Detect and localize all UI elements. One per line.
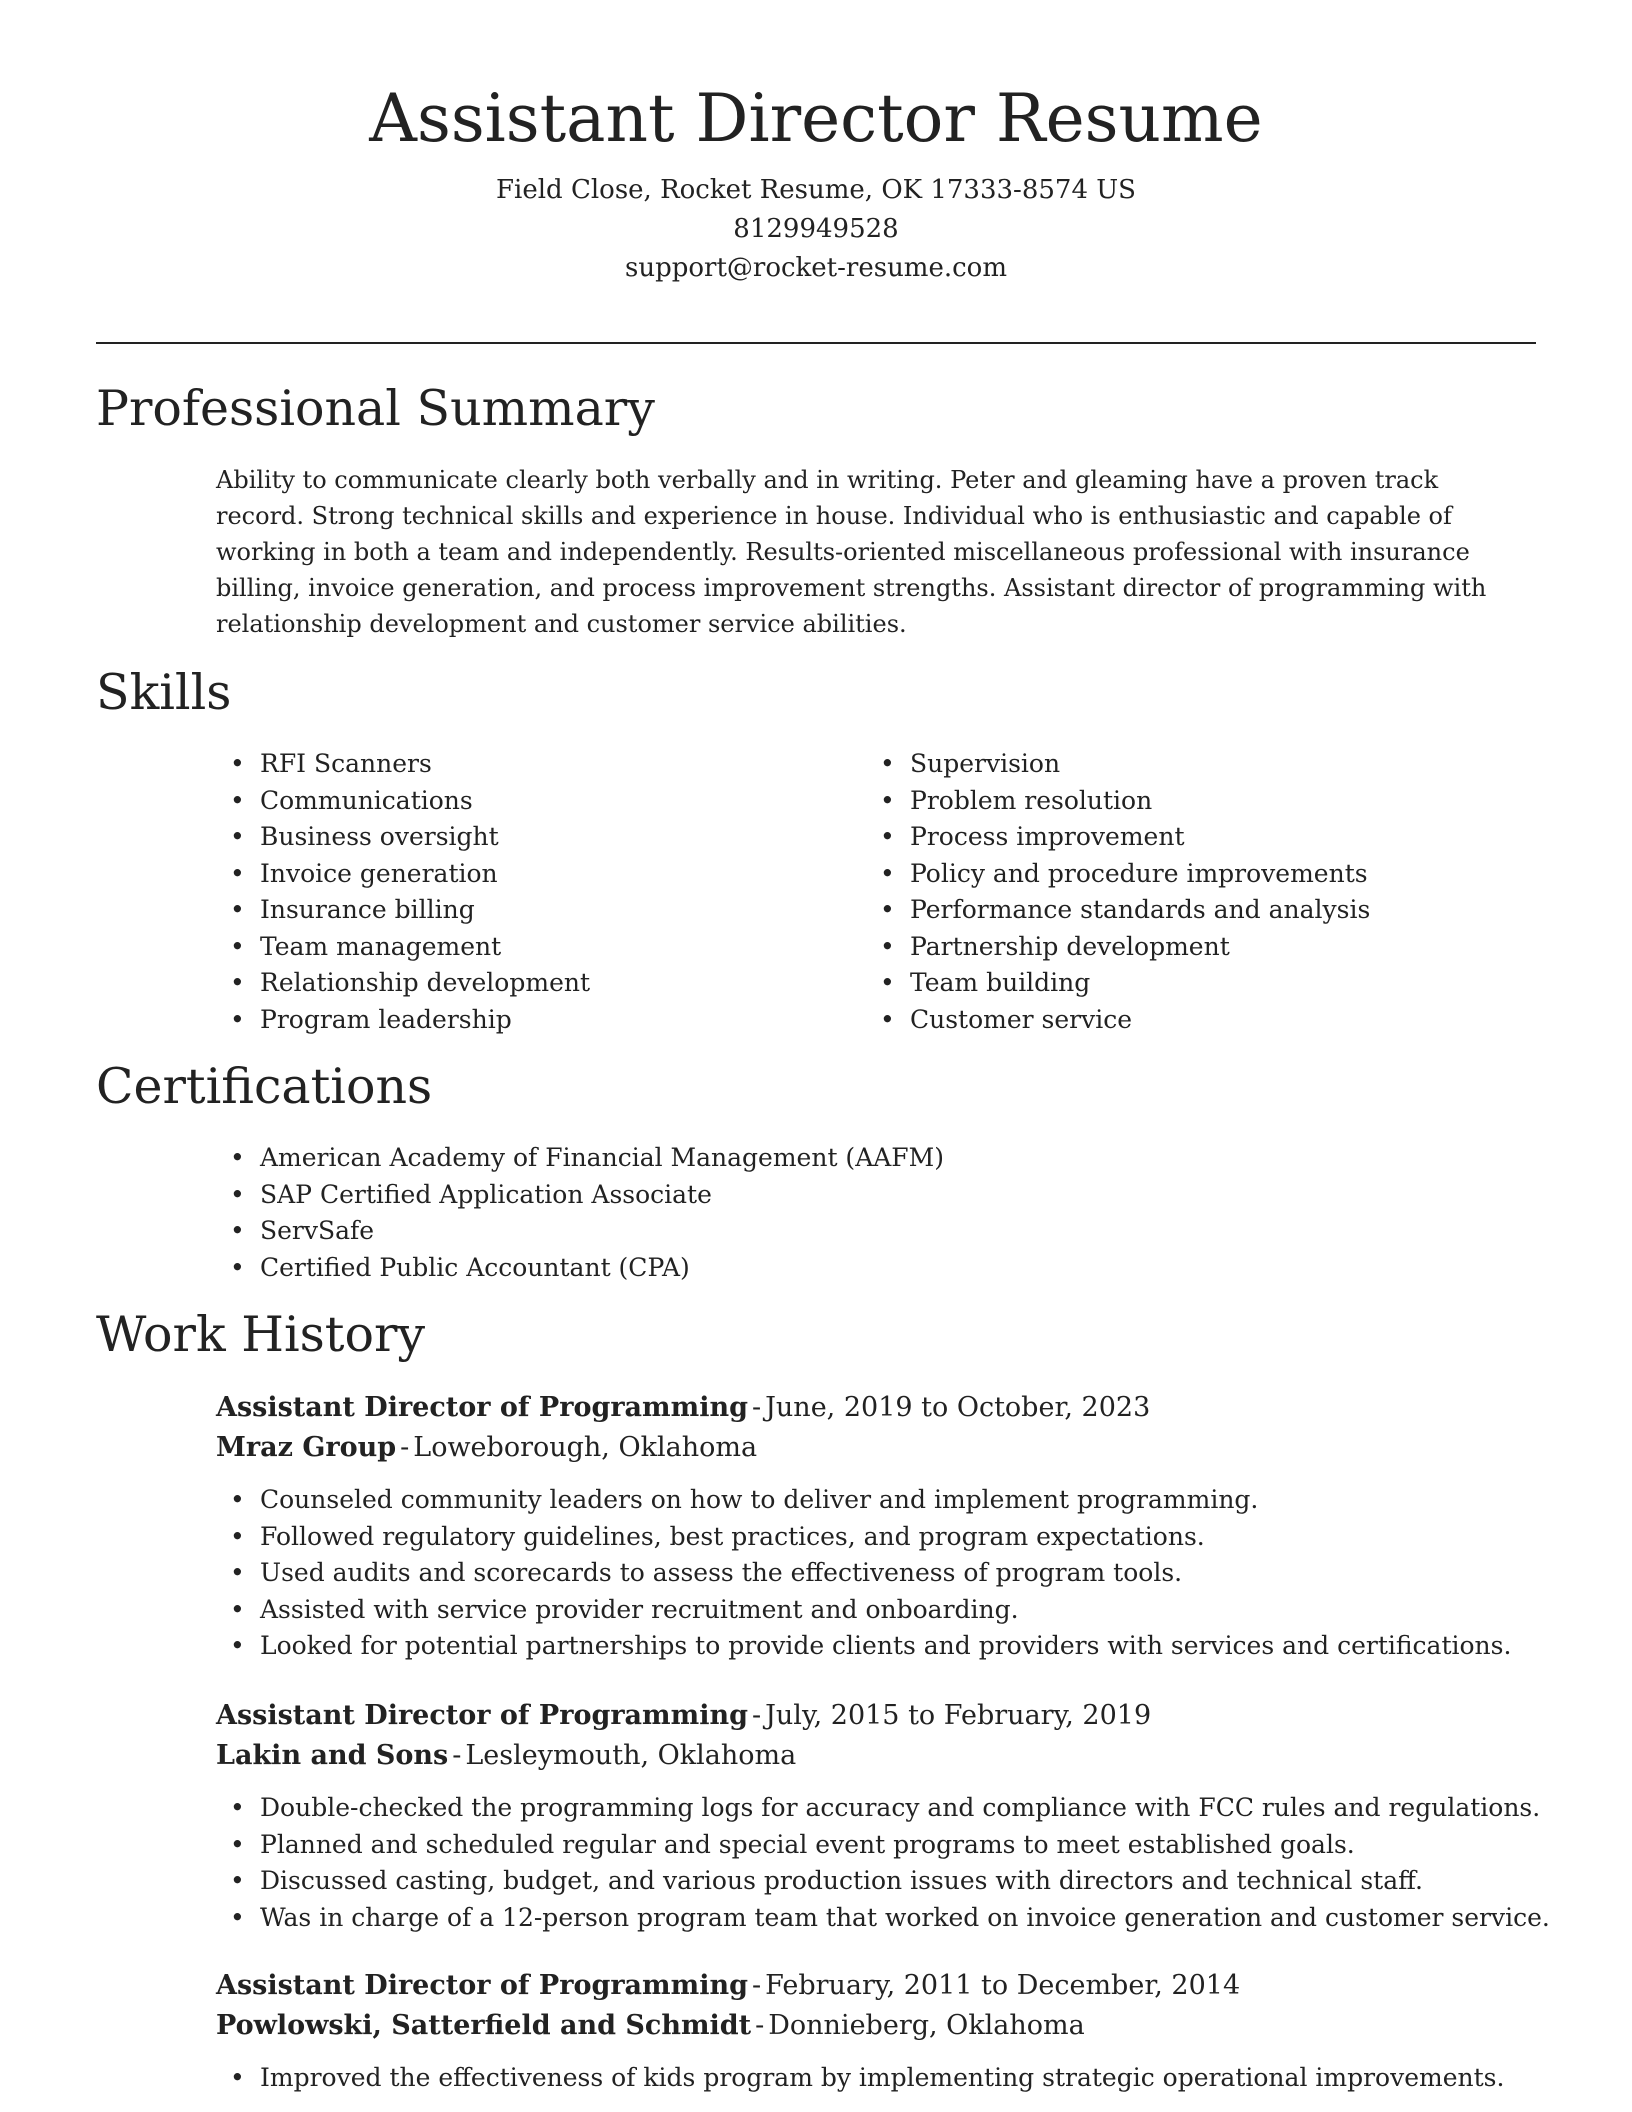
job-bullet: • Followed regulatory guidelines, best practices, and program expectations. (216, 1519, 1511, 1556)
certification-item: • Certified Public Accountant (CPA) (216, 1250, 944, 1287)
job-bullets (216, 2060, 1504, 2097)
job-company-line (216, 1428, 757, 1468)
skill-item: • RFI Scanners (216, 746, 590, 783)
contact-address: Field Close, Rocket Resume, OK 17333-8574 US (495, 174, 1136, 205)
job-role: Assistant Director of Programming (216, 1700, 748, 1731)
job-role: Assistant Director of Programming (216, 1970, 748, 2001)
skill-item: • Communications (216, 783, 590, 820)
skill-item: • Invoice generation (216, 856, 590, 893)
job-bullets (216, 1482, 1511, 1665)
skill-item: • Team building (866, 965, 1370, 1002)
job-location: Loweborough, Oklahoma (413, 1432, 758, 1463)
job-bullet: • Improved the effectiveness of kids program by implementing strategic operational improvements. (216, 2060, 1504, 2097)
separator: - (751, 1970, 762, 2001)
job-bullets (216, 1790, 1550, 1936)
job-role: Assistant Director of Programming (216, 1392, 748, 1423)
job-bullet: • Assisted with service provider recruitment and onboarding. (216, 1592, 1511, 1629)
job-title-line (216, 1966, 1240, 2006)
skill-item: • Customer service (866, 1002, 1370, 1039)
job-dates: June, 2019 to October, 2023 (765, 1392, 1151, 1423)
job-dates: February, 2011 to December, 2014 (765, 1970, 1241, 2001)
skills-list-left (216, 746, 590, 1038)
separator: - (751, 1392, 762, 1423)
job-company: Mraz Group (216, 1432, 397, 1463)
skill-item: • Performance standards and analysis (866, 892, 1370, 929)
skill-item: • Program leadership (216, 1002, 590, 1039)
separator: - (751, 1700, 762, 1731)
job-location: Lesleymouth, Oklahoma (465, 1740, 797, 1771)
job-bullet: • Looked for potential partnerships to provide clients and providers with services and certifications. (216, 1628, 1511, 1665)
certification-item: • SAP Certified Application Associate (216, 1177, 944, 1214)
job-bullet: • Double-checked the programming logs for accuracy and compliance with FCC rules and regulations. (216, 1790, 1550, 1827)
job-company: Powlowski, Satterfield and Schmidt (216, 2010, 752, 2041)
job-bullet: • Was in charge of a 12-person program team that worked on invoice generation and customer service. (216, 1900, 1550, 1937)
work-history-heading: Work History (96, 1306, 426, 1363)
skills-heading: Skills (96, 664, 232, 721)
skill-item: • Business oversight (216, 819, 590, 856)
skill-item: • Team management (216, 929, 590, 966)
skill-item: • Partnership development (866, 929, 1370, 966)
separator: - (400, 1432, 410, 1463)
job-title-line (216, 1388, 1150, 1428)
job-dates: July, 2015 to February, 2019 (765, 1700, 1152, 1731)
certifications-heading: Certifications (96, 1058, 433, 1115)
contact-email: support@rocket-resume.com (624, 252, 1007, 283)
resume-title: Assistant Director Resume (369, 80, 1263, 157)
certifications-list (216, 1140, 944, 1286)
summary-text: Ability to communicate clearly both verbally and in writing. Peter and gleaming have a proven track record. Strong technical skills and experience in house. Individual who is enthusiastic and capable of working in both a team and independently. Results-oriented miscellaneous professional with insurance billing, invoice generation, and process improvement strengths. Assistant director of programming with relationship development and customer service abilities. (216, 466, 1487, 638)
resume-header (0, 78, 1632, 288)
contact-phone: 8129949528 (733, 213, 899, 244)
certification-item: • American Academy of Financial Management (AAFM) (216, 1140, 944, 1177)
job-bullet: • Counseled community leaders on how to deliver and implement programming. (216, 1482, 1511, 1519)
separator: - (755, 2010, 765, 2041)
certification-item: • ServSafe (216, 1213, 944, 1250)
header-divider (96, 342, 1536, 344)
skill-item: • Relationship development (216, 965, 590, 1002)
skill-item: • Policy and procedure improvements (866, 856, 1370, 893)
job-bullet: • Used audits and scorecards to assess the effectiveness of program tools. (216, 1555, 1511, 1592)
skills-list-right (866, 746, 1370, 1038)
separator: - (452, 1740, 462, 1771)
contact-block (0, 171, 1632, 288)
skill-item: • Insurance billing (216, 892, 590, 929)
skill-item: • Supervision (866, 746, 1370, 783)
job-title-line (216, 1696, 1151, 1736)
job-bullet: • Planned and scheduled regular and special event programs to meet established goals. (216, 1827, 1550, 1864)
job-company: Lakin and Sons (216, 1740, 449, 1771)
skill-item: • Process improvement (866, 819, 1370, 856)
job-company-line (216, 2006, 1085, 2046)
skill-item: • Problem resolution (866, 783, 1370, 820)
job-location: Donnieberg, Oklahoma (768, 2010, 1085, 2041)
summary-heading: Professional Summary (96, 380, 655, 437)
job-company-line (216, 1736, 796, 1776)
job-bullet: • Discussed casting, budget, and various production issues with directors and technical staff. (216, 1863, 1550, 1900)
